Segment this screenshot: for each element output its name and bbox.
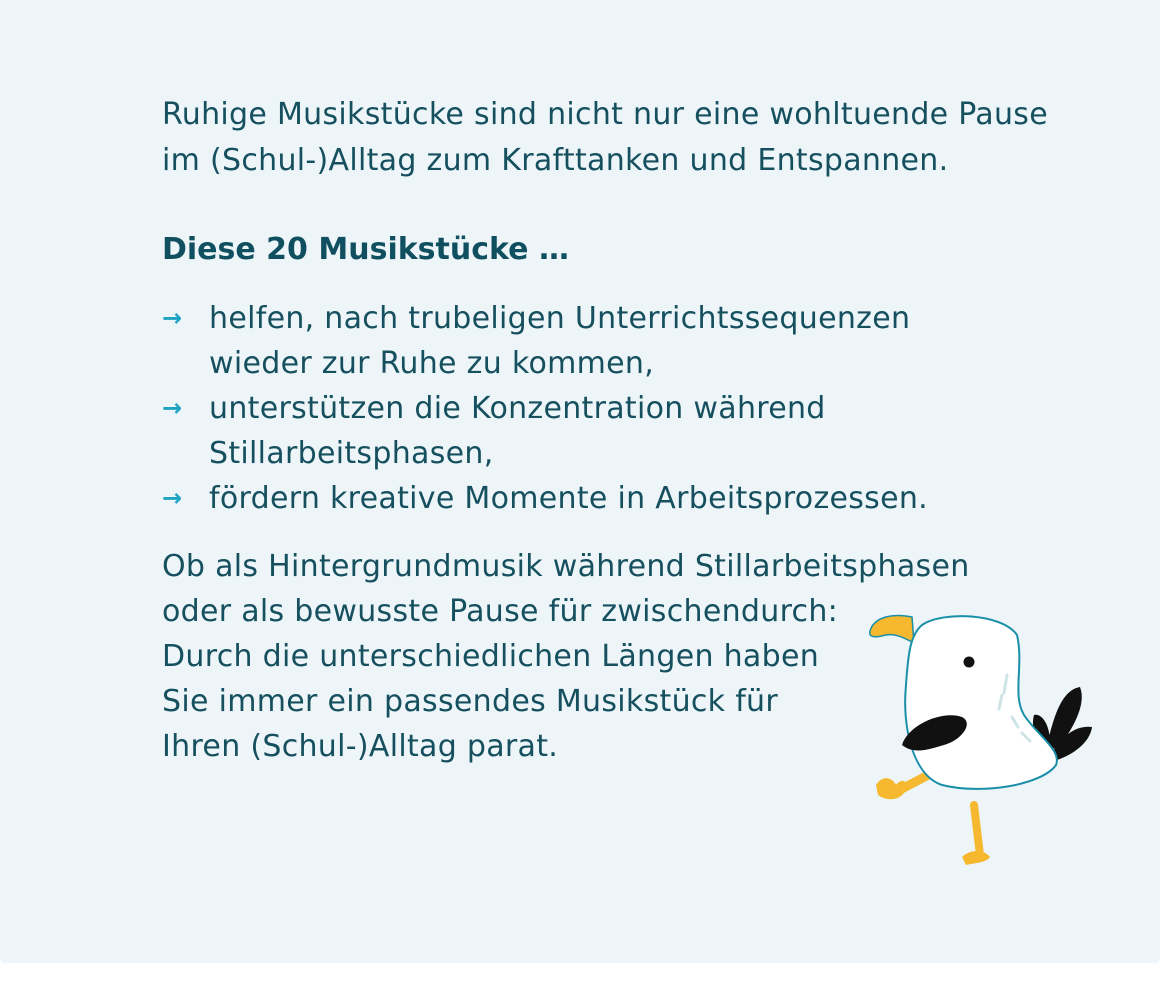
arrow-right-icon: →	[162, 394, 183, 422]
list-item-text: unterstützen die Konzentration während	[209, 391, 826, 426]
outro-line: Ihren (Schul-)Alltag parat.	[162, 729, 559, 764]
list-item-text: helfen, nach trubeligen Unterrichtssequenzen	[209, 301, 911, 336]
outro-line: Sie immer ein passendes Musikstück für	[162, 684, 778, 719]
outro-line: Durch die unterschiedlichen Längen haben	[162, 639, 820, 674]
intro-paragraph	[162, 92, 1082, 184]
list-item	[162, 476, 962, 521]
section-heading: Diese 20 Musikstücke …	[162, 232, 569, 267]
list-item-text: Stillarbeitsphasen,	[209, 436, 494, 471]
list-item-text: wieder zur Ruhe zu kommen,	[209, 346, 655, 381]
outro-line: Ob als Hintergrundmusik während Stillarbeitsphasen	[162, 549, 970, 584]
arrow-right-icon: →	[162, 304, 183, 332]
seagull-illustration	[862, 605, 1102, 875]
benefits-list	[162, 296, 962, 521]
outro-line: oder als bewusste Pause für zwischendurch:	[162, 594, 839, 629]
intro-line: Ruhige Musikstücke sind nicht nur eine wohltuende Pause	[162, 97, 1048, 132]
list-item	[162, 386, 962, 476]
arrow-right-icon: →	[162, 484, 183, 512]
intro-line: im (Schul-)Alltag zum Krafttanken und Entspannen.	[162, 143, 949, 178]
list-item	[162, 296, 962, 386]
list-item-text: fördern kreative Momente in Arbeitsprozessen.	[209, 481, 929, 516]
